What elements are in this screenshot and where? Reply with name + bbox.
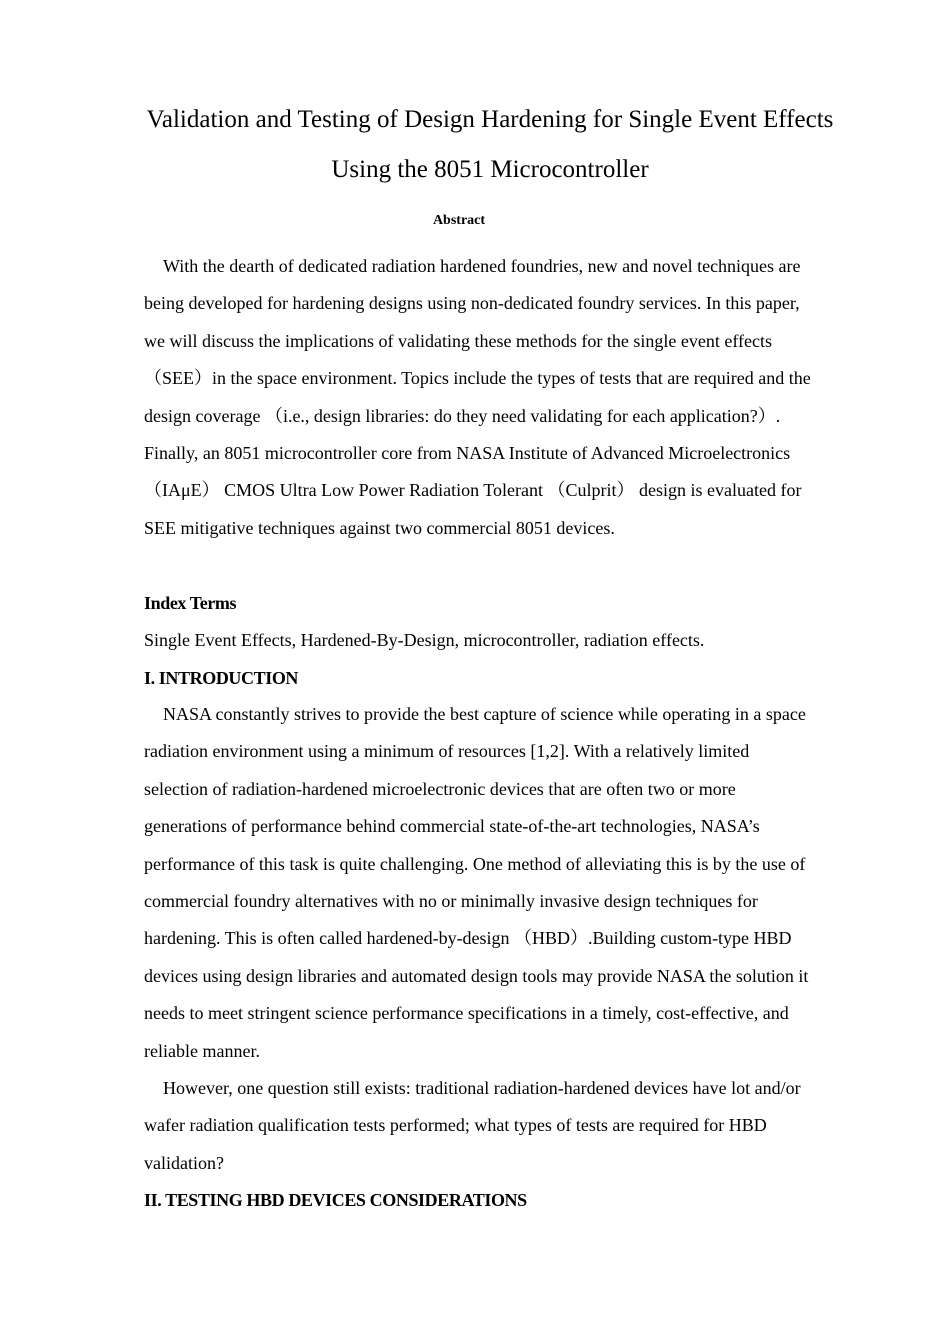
paper-title: Validation and Testing of Design Hardening for Single Event Effects Using the 8051 Microcontroller	[146, 106, 834, 183]
index-terms-text: Single Event Effects, Hardened-By-Design, microcontroller, radiation effects.	[144, 630, 705, 650]
introduction-paragraph: NASA constantly strives to provide the best capture of science while operating in a space radiation environment using a minimum of resources [1,2]. With a relatively limited selection of radiation-hardened microelectronic devices that are often two or more generations of performance behind commercial state-of-the-art technologies, NASA’s performance of this task is quite challenging. One method of alleviating this is by the use of commercial foundry alternatives with no or minimally invasive design techniques for hardening. This is often called hardened-by-design （HBD）.Building custom-type HBD devices using design libraries and automated design tools may provide NASA the solution it needs to meet stringent science performance specifications in a timely, cost-effective, and reliable manner.	[144, 704, 809, 1061]
introduction-paragraph: However, one question still exists: traditional radiation-hardened devices have lot and/or wafer radiation qualification tests performed; what types of tests are required for HBD validation?	[144, 1078, 801, 1173]
section-2-heading: II. TESTING HBD DEVICES CONSIDERATIONS	[144, 1190, 527, 1210]
index-terms-heading: Index Terms	[144, 593, 237, 613]
abstract-heading: Abstract	[432, 213, 486, 228]
abstract-text: With the dearth of dedicated radiation hardened foundries, new and novel techniques are being developed for hardening designs using non-dedicated foundry services. In this paper, we will discuss the implications of validating these methods for the single event effects（SEE）in the space environment. Topics include the types of tests that are required and the design coverage （i.e., design libraries: do they need validating for each application?）. Finally, an 8051 microcontroller core from NASA Institute of Advanced Microelectronics （IAμE） CMOS Ultra Low Power Radiation Tolerant （Culprit） design is evaluated for SEE mitigative techniques against two commercial 8051 devices.	[144, 256, 811, 538]
introduction-heading: I. INTRODUCTION	[144, 668, 299, 688]
